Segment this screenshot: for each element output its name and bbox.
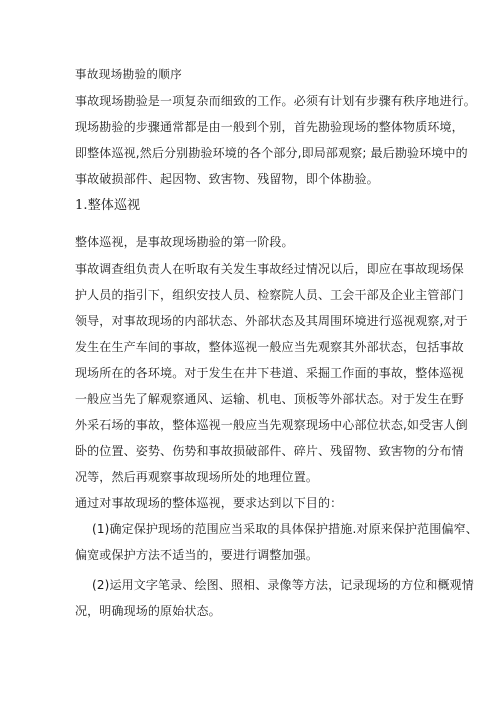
goal-item-line: 况，明确现场的原始状态。 [75,604,221,618]
body-line: 发生在生产车间的事故，整体巡视一般应当先观察其外部状态，包括事故 [75,340,464,354]
intro-line: 事故破损部件、起因物、致害物、残留物，即个体勘验。 [75,172,379,186]
goal-item-line: 偏宽或保护方法不适当的，要进行调整加强。 [75,548,319,562]
body-line: 事故调查组负责人在听取有关发生事故经过情况以后，即应在事故现场保 [75,262,464,276]
body-line: 卧的位置、姿势、伤势和事故损破部件、碎片、残留物、致害物的分布情 [75,444,464,458]
goals-intro: 通过对事故现场的整体巡视，要求达到以下目的： [75,496,343,510]
intro-line: 事故现场勘验是一项复杂而细致的工作。必须有计划有步骤有秩序地进行。 [75,94,476,108]
intro-line: 现场勘验的步骤通常都是由一般到个别，首先勘验现场的整体物质环境， [75,120,464,134]
goal-item-line: (1)确定保护现场的范围应当采取的具体保护措施.对原来保护范围偏窄、 [92,522,478,536]
body-line: 外采石场的事故，整体巡视一般应当先观察现场中心部位状态,如受害人倒 [75,418,468,432]
document-title: 事故现场勘验的顺序 [75,67,183,81]
section-heading: 1.整体巡视 [75,198,141,213]
body-line: 现场所在的各环境。对于发生在井下巷道、采掘工作面的事故，整体巡视 [75,366,464,380]
intro-line: 即整体巡视,然后分别勘验环境的各个部分,即局部观察; 最后勘验环境中的 [75,146,468,160]
body-line: 领导，对事故现场的内部状态、外部状态及其周围环境进行巡视观察,对于 [75,314,468,328]
goal-item-line: (2)运用文字笔录、绘图、照相、录像等方法，记录现场的方位和概观情 [92,578,474,592]
section-lead: 整体巡视，是事故现场勘验的第一阶段。 [75,235,294,249]
body-line: 一般应当先了解观察通风、运输、机电、顶板等外部状态。对于发生在野 [75,392,464,406]
body-line: 护人员的指引下，组织安技人员、检察院人员、工会干部及企业主管部门 [75,288,464,302]
body-line: 况等，然后再观察事故现场所处的地理位置。 [75,470,319,484]
